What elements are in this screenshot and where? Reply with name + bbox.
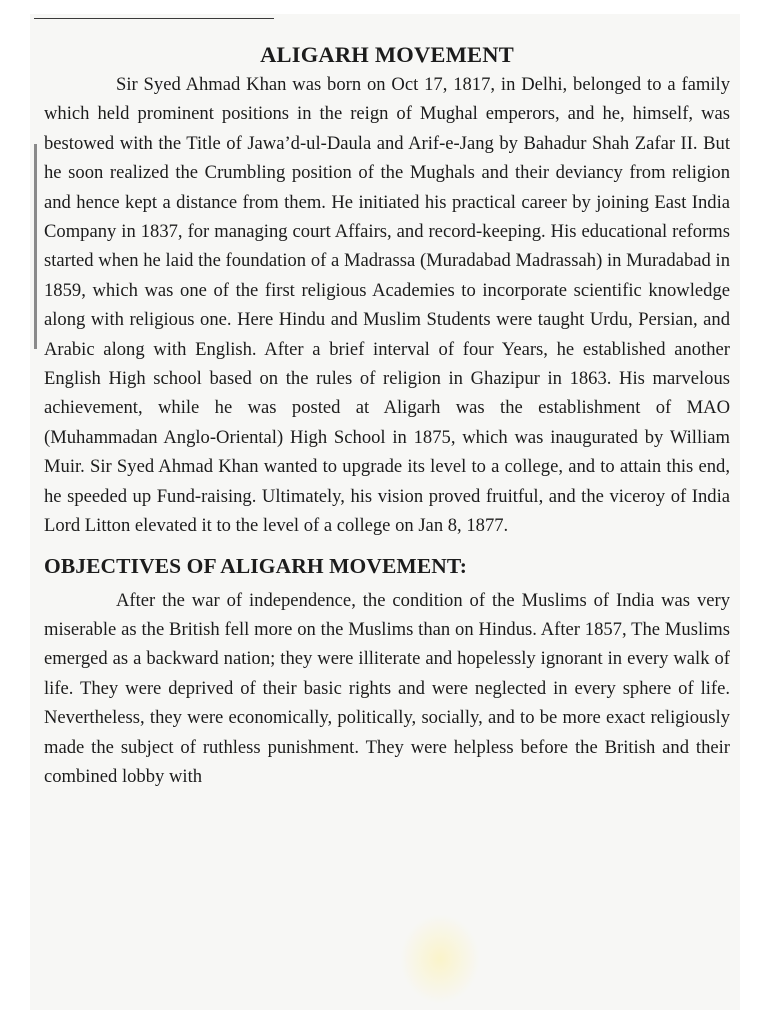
objectives-heading: OBJECTIVES OF ALIGARH MOVEMENT: (44, 553, 467, 578)
objectives-paragraph: After the war of independence, the condition of the Muslims of India was very miserable as the British fell more on the Muslims than on Hindus. After 1857, The Muslims emerged as a backward nation; they were illiterate and hopelessly ignorant in every walk of life. They were deprived of their basic rights and were neglected in every sphere of life. Nevertheless, they were economically, politically, socially, and to be more exact religiously made the subject of ruthless punishment. They were helpless before the British and their combined lobby with (44, 589, 730, 787)
top-rule-line (34, 18, 274, 19)
highlighter-mark (400, 914, 480, 1004)
scanned-page (30, 14, 740, 1010)
document-body (44, 40, 730, 791)
page-title: ALIGARH MOVEMENT (260, 42, 514, 67)
margin-scan-bar (34, 144, 37, 349)
biography-paragraph: Sir Syed Ahmad Khan was born on Oct 17, 1817, in Delhi, belonged to a family which held prominent positions in the reign of Mughal emperors, and he, himself, was bestowed with the Title of Jawa’d-ul-Daula and Arif-e-Jang by Bahadur Shah Zafar II. But he soon realized the Crumbling position of the Mughals and their deviancy from religion and hence kept a distance from them. He initiated his practical career by joining East India Company in 1837, for managing court Affairs, and record-keeping. His educational reforms started when he laid the foundation of a Madrassa (Muradabad Madrassah) in Muradabad in 1859, which was one of the first religious Academies to incorporate scientific knowledge along with religious one. Here Hindu and Muslim Students were taught Urdu, Persian, and Arabic along with English. After a brief interval of four Years, he established another English High school based on the rules of religion in Ghazipur in 1863. His marvelous achievement, while he was posted at Aligarh was the establishment of MAO (Muhammadan Anglo-Oriental) High School in 1875, which was inaugurated by William Muir. Sir Syed Ahmad Khan wanted to upgrade its level to a college, and to attain this end, he speeded up Fund-raising. Ultimately, his vision proved fruitful, and the viceroy of India Lord Litton elevated it to the level of a college on Jan 8, 1877. (44, 74, 730, 537)
